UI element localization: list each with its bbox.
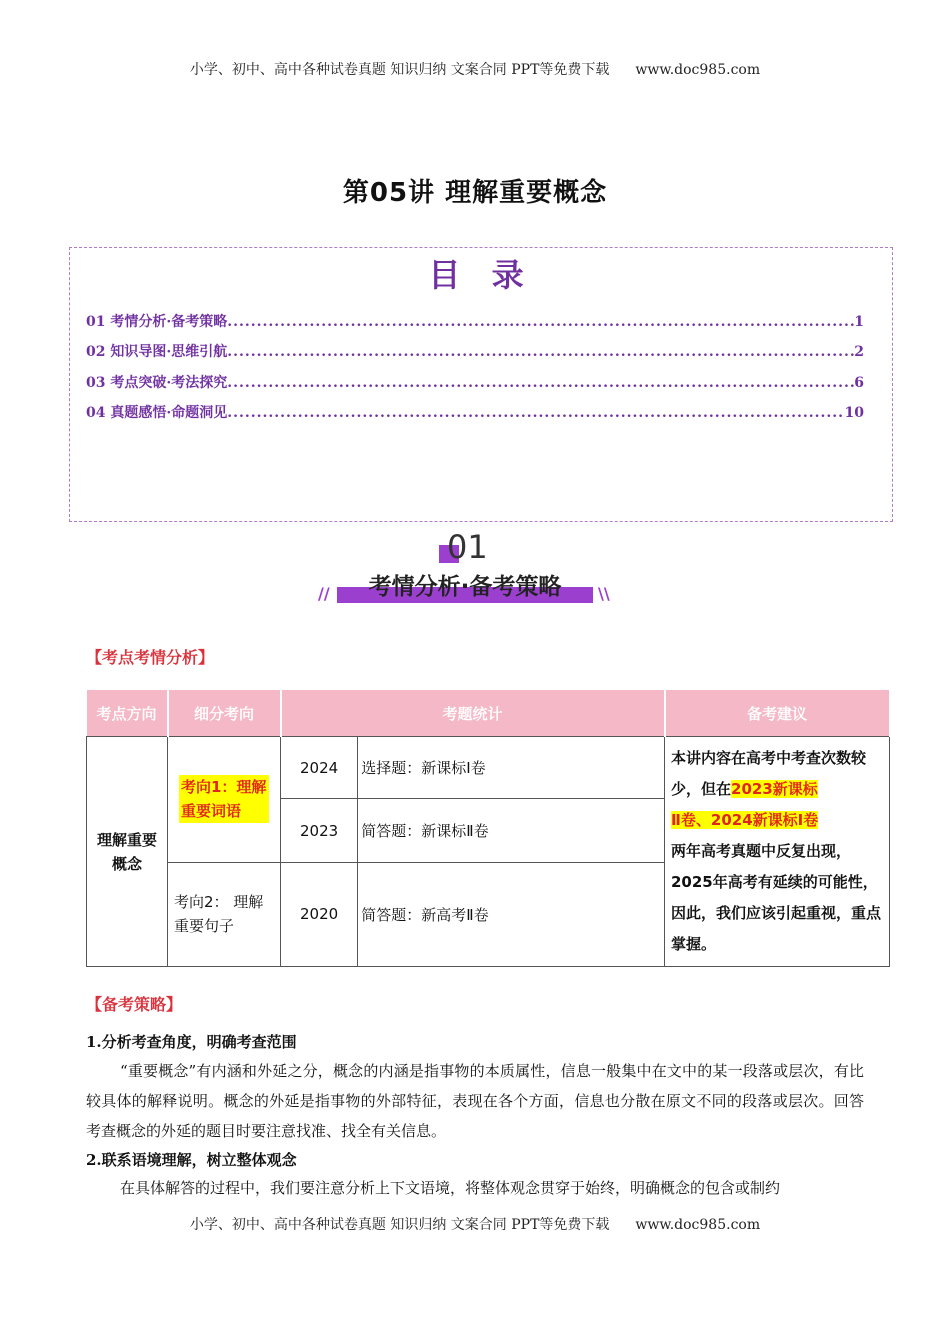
strategy-paragraph: “重要概念”有内涵和外延之分，概念的内涵是指事物的本质属性，信息一般集中在文中的某一段落或层次，有比较具体的解释说明。概念的外延是指事物的外部特征，表现在各个方面，信息也分散在原文不同的段落或层次。回答考查概念的外延的题目时要注意找准、找全有关信息。 xyxy=(86,1062,864,1140)
strategy-title: 2.联系语境理解，树立整体观念 xyxy=(86,1151,297,1169)
advice-highlight: Ⅱ卷、2024新课标Ⅰ卷 xyxy=(671,811,819,829)
header-site[interactable]: www.doc985.com xyxy=(635,62,761,78)
toc-item-label: 02 知识导图·思维引航 xyxy=(86,344,228,360)
toc-item[interactable] xyxy=(86,372,864,392)
toc-item-page: 2 xyxy=(854,344,864,360)
year-cell: 2023 xyxy=(281,799,358,862)
page-title: 第05讲 理解重要概念 xyxy=(342,178,608,208)
toc-item[interactable] xyxy=(86,311,864,331)
strategy-heading: 【备考策略】 xyxy=(86,995,183,1014)
strategy-paragraph: 在具体解答的过程中，我们要注意分析上下文语境，将整体观念贯穿于始终，明确概念的包含或制约 xyxy=(120,1179,781,1197)
footer-site[interactable]: www.doc985.com xyxy=(635,1217,761,1233)
header-text: 小学、初中、高中各种试卷真题 知识归纳 文案合同 PPT等免费下载 xyxy=(189,62,610,78)
section-title: 考情分析·备考策略 xyxy=(368,574,562,600)
toc-item-page: 1 xyxy=(854,314,864,330)
year-cell: 2020 xyxy=(281,862,358,966)
toc-item-label: 01 考情分析·备考策略 xyxy=(86,314,228,330)
slash-left-icon: // xyxy=(318,584,330,603)
footer-text: 小学、初中、高中各种试卷真题 知识归纳 文案合同 PPT等免费下载 xyxy=(189,1217,610,1233)
advice-highlight: 2023新课标 xyxy=(731,780,818,798)
toc-item-page: 10 xyxy=(844,405,864,421)
sub-direction-cell: 考向2： 理解重要句子 xyxy=(168,862,281,966)
stat-cell: 简答题：新课标Ⅱ卷 xyxy=(358,799,665,862)
stat-cell: 选择题：新课标Ⅰ卷 xyxy=(358,737,665,799)
table-header-row xyxy=(87,690,890,737)
page-header xyxy=(0,59,950,79)
sub-direction-highlight: 考向1：理解重要词语 xyxy=(179,775,269,823)
advice-cell: 本讲内容在高考中考查次数较少，但在2023新课标 Ⅱ卷、2024新课标Ⅰ卷 两年高考真题中反复出现，2025年高考有延续的可能性，因此，我们应该引起重视，重点掌握。 xyxy=(665,737,890,967)
direction-cell: 理解重要概念 xyxy=(87,737,168,967)
table-header-cell: 细分考向 xyxy=(168,690,281,737)
exam-analysis-table xyxy=(86,690,891,967)
toc-item[interactable] xyxy=(86,402,864,422)
stat-cell: 简答题：新高考Ⅱ卷 xyxy=(358,862,665,966)
strategy-title: 1.分析考查角度，明确考查范围 xyxy=(86,1033,297,1051)
toc-item-page: 6 xyxy=(854,375,864,391)
toc-heading: 目 录 xyxy=(428,256,534,294)
table-row xyxy=(87,737,890,799)
analysis-heading: 【考点考情分析】 xyxy=(86,648,215,667)
slash-right-icon: \\ xyxy=(598,584,610,603)
section-number: 01 xyxy=(447,528,488,566)
table-header-cell: 考点方向 xyxy=(87,690,168,737)
page-footer xyxy=(0,1214,950,1234)
toc-item-label: 03 考点突破·考法探究 xyxy=(86,375,228,391)
year-cell: 2024 xyxy=(281,737,358,799)
toc-item[interactable] xyxy=(86,341,864,361)
table-header-cell: 备考建议 xyxy=(665,690,890,737)
table-header-cell: 考题统计 xyxy=(281,690,665,737)
toc-item-label: 04 真题感悟·命题洞见 xyxy=(86,405,228,421)
sub-direction-cell xyxy=(168,737,281,863)
